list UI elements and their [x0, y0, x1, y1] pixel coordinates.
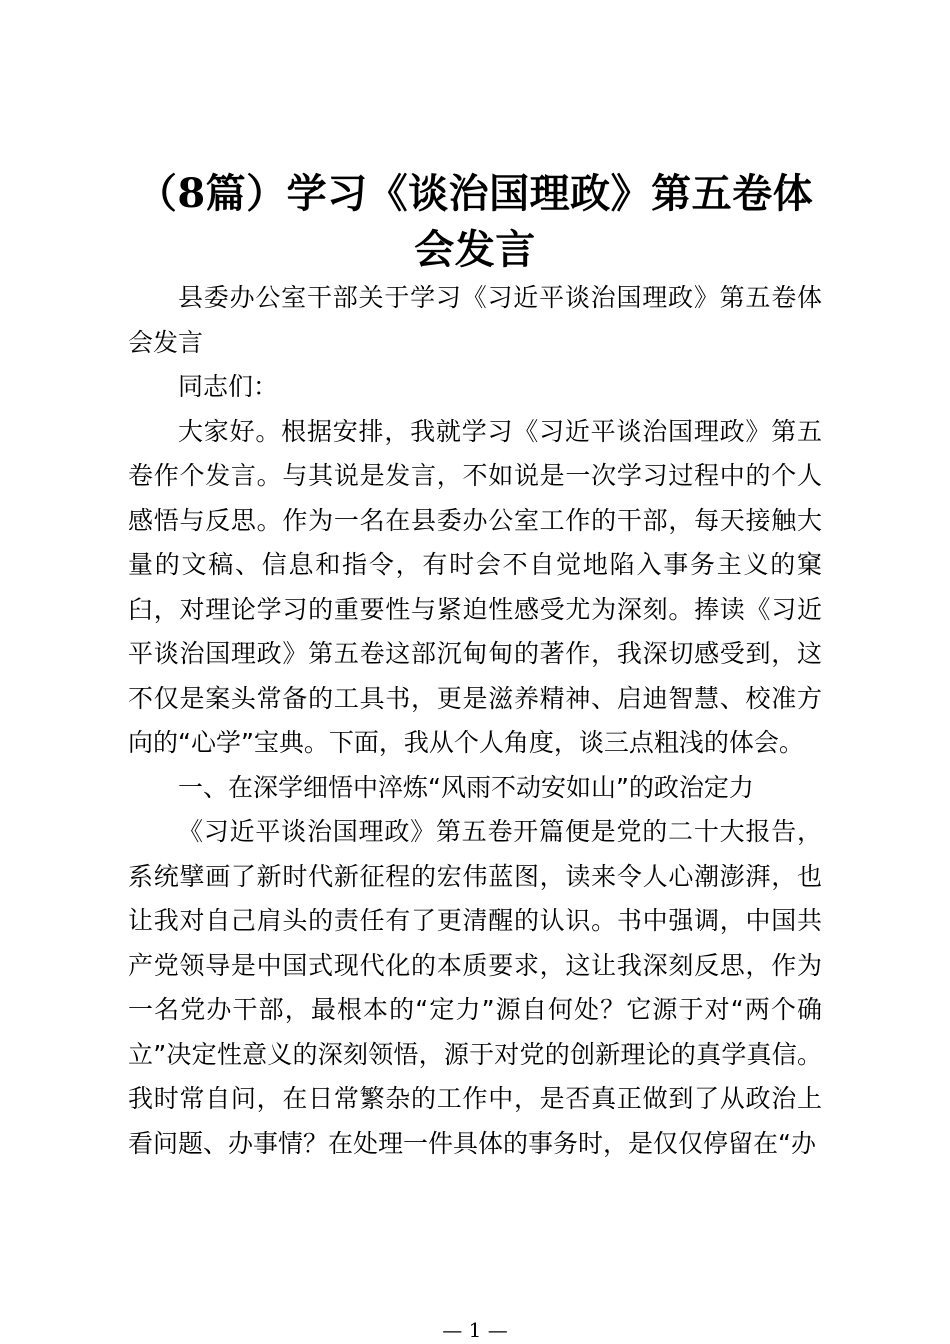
document-body — [128, 276, 822, 1166]
paragraph-intro: 大家好。根据安排，我就学习《习近平谈治国理政》第五卷作个发言。与其说是发言，不如说是一次学习过程中的个人感悟与反思。作为一名在县委办公室工作的干部，每天接触大量的文稿、信息和指令，有时会不自觉地陷入事务主义的窠臼，对理论学习的重要性与紧迫性感受尤为深刻。捧读《习近平谈治国理政》第五卷这部沉甸甸的著作，我深切感受到，这不仅是案头常备的工具书，更是滋养精神、启迪智慧、校准方向的“心学”宝典。下面，我从个人角度，谈三点粗浅的体会。 — [128, 416, 822, 757]
paragraph-section-1: 《习近平谈治国理政》第五卷开篇便是党的二十大报告，系统擘画了新时代新征程的宏伟蓝图，读来令人心潮澎湃，也让我对自己肩头的责任有了更清醒的认识。书中强调，中国共产党领导是中国式现代化的本质要求，这让我深刻反思，作为一名党办干部，最根本的“定力”源自何处？它源于对“两个确立”决定性意义的深刻领悟，源于对党的创新理论的真学真信。我时常自问，在日常繁杂的工作中，是否真正做到了从政治上看问题、办事情？在处理一件具体的事务时，是仅仅停留在“办 — [128, 817, 822, 1158]
document-title: （8篇）学习《谈治国理政》第五卷体会发言 — [136, 170, 814, 273]
paragraph-salutation: 同志们： — [178, 372, 279, 401]
paragraph-subtitle: 县委办公室干部关于学习《习近平谈治国理政》第五卷体会发言 — [128, 283, 822, 357]
section-heading-1: 一、在深学细悟中淬炼“风雨不动安如山”的政治定力 — [178, 772, 754, 802]
page-number: — 1 — — [442, 1318, 508, 1342]
